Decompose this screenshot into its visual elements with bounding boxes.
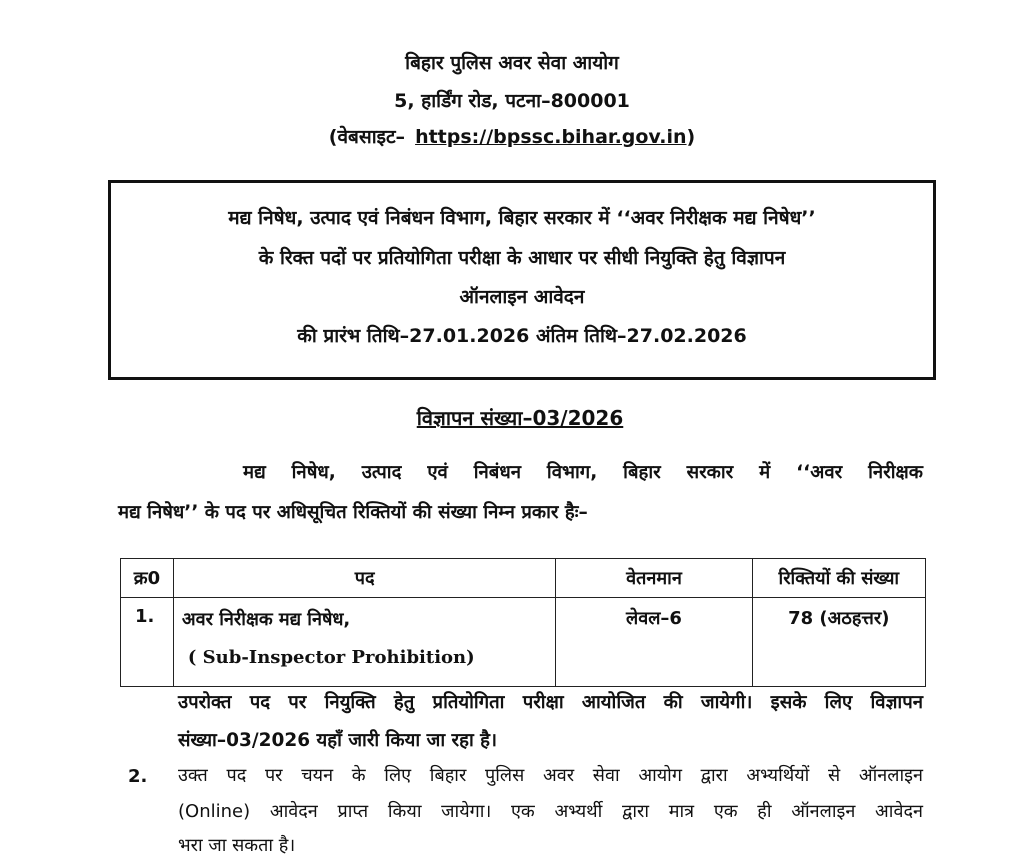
row-vacancies: 78 (अठहत्तर): [752, 598, 925, 687]
notice-line-2: के रिक्त पदों पर प्रतियोगिता परीक्षा के आधार पर सीधी नियुक्ति हेतु विज्ञापन: [258, 247, 786, 269]
advertisement-title: [0, 404, 1024, 432]
website-link[interactable]: https://bpssc.bihar.gov.in: [415, 126, 687, 148]
vacancy-table: [120, 558, 926, 687]
row-sn: 1.: [121, 598, 174, 687]
notice-line-4: की प्रारंभ तिथि–27.01.2026 अंतिम तिथि–27.02.2026: [297, 325, 747, 347]
table-row: [121, 598, 926, 687]
notice-line-1: मद्य निषेध, उत्पाद एवं निबंधन विभाग, बिहार सरकार में ‘‘अवर निरीक्षक मद्य निषेध’’: [228, 207, 816, 229]
website-prefix: (वेबसाइट–: [328, 126, 406, 148]
org-name: बिहार पुलिस अवर सेवा आयोग: [405, 52, 619, 74]
notice-box: [108, 180, 936, 380]
row-pay: लेवल–6: [556, 598, 752, 687]
row-post: [173, 598, 556, 687]
clause-2-number: 2.: [128, 766, 148, 787]
advertisement-number: विज्ञापन संख्या–03/2026: [416, 406, 624, 430]
col-header-vacancies: रिक्तियों की संख्या: [752, 559, 925, 598]
org-address: 5, हार्डिंग रोड, पटना–800001: [394, 90, 630, 112]
notice-line-3: ऑनलाइन आवेदन: [459, 286, 585, 308]
clause-2-line-3: भरा जा सकता है।: [178, 835, 296, 856]
intro-line-1: मद्य निषेध, उत्पाद एवं निबंधन विभाग, बिहार सरकार में ‘‘अवर निरीक्षक: [243, 462, 923, 483]
intro-line-2: मद्य निषेध’’ के पद पर अधिसूचित रिक्तियों की संख्या निम्न प्रकार हैः–: [118, 502, 588, 523]
clause-2-line-1: उक्त पद पर चयन के लिए बिहार पुलिस अवर सेवा आयोग द्वारा अभ्यर्थियों से ऑनलाइन: [178, 765, 923, 786]
clause-1-line-1: उपरोक्त पद पर नियुक्ति हेतु प्रतियोगिता परीक्षा आयोजित की जायेगी। इसके लिए विज्ञापन: [178, 692, 923, 713]
website-line: [0, 124, 1024, 150]
col-header-pay: वेतनमान: [556, 559, 752, 598]
col-header-post: पद: [173, 559, 556, 598]
clause-1-line-2: संख्या–03/2026 यहाँ जारी किया जा रहा है।: [178, 730, 498, 751]
table-header-row: [121, 559, 926, 598]
clause-2-line-2: (Online) आवेदन प्राप्त किया जायेगा। एक अभ्यर्थी द्वारा मात्र एक ही ऑनलाइन आवेदन: [178, 801, 923, 822]
col-header-sn: क्र0: [121, 559, 174, 598]
post-english: ( Sub-Inspector Prohibition): [187, 647, 475, 668]
post-hindi: अवर निरीक्षक मद्य निषेध,: [181, 609, 351, 630]
website-suffix: ): [686, 126, 696, 148]
